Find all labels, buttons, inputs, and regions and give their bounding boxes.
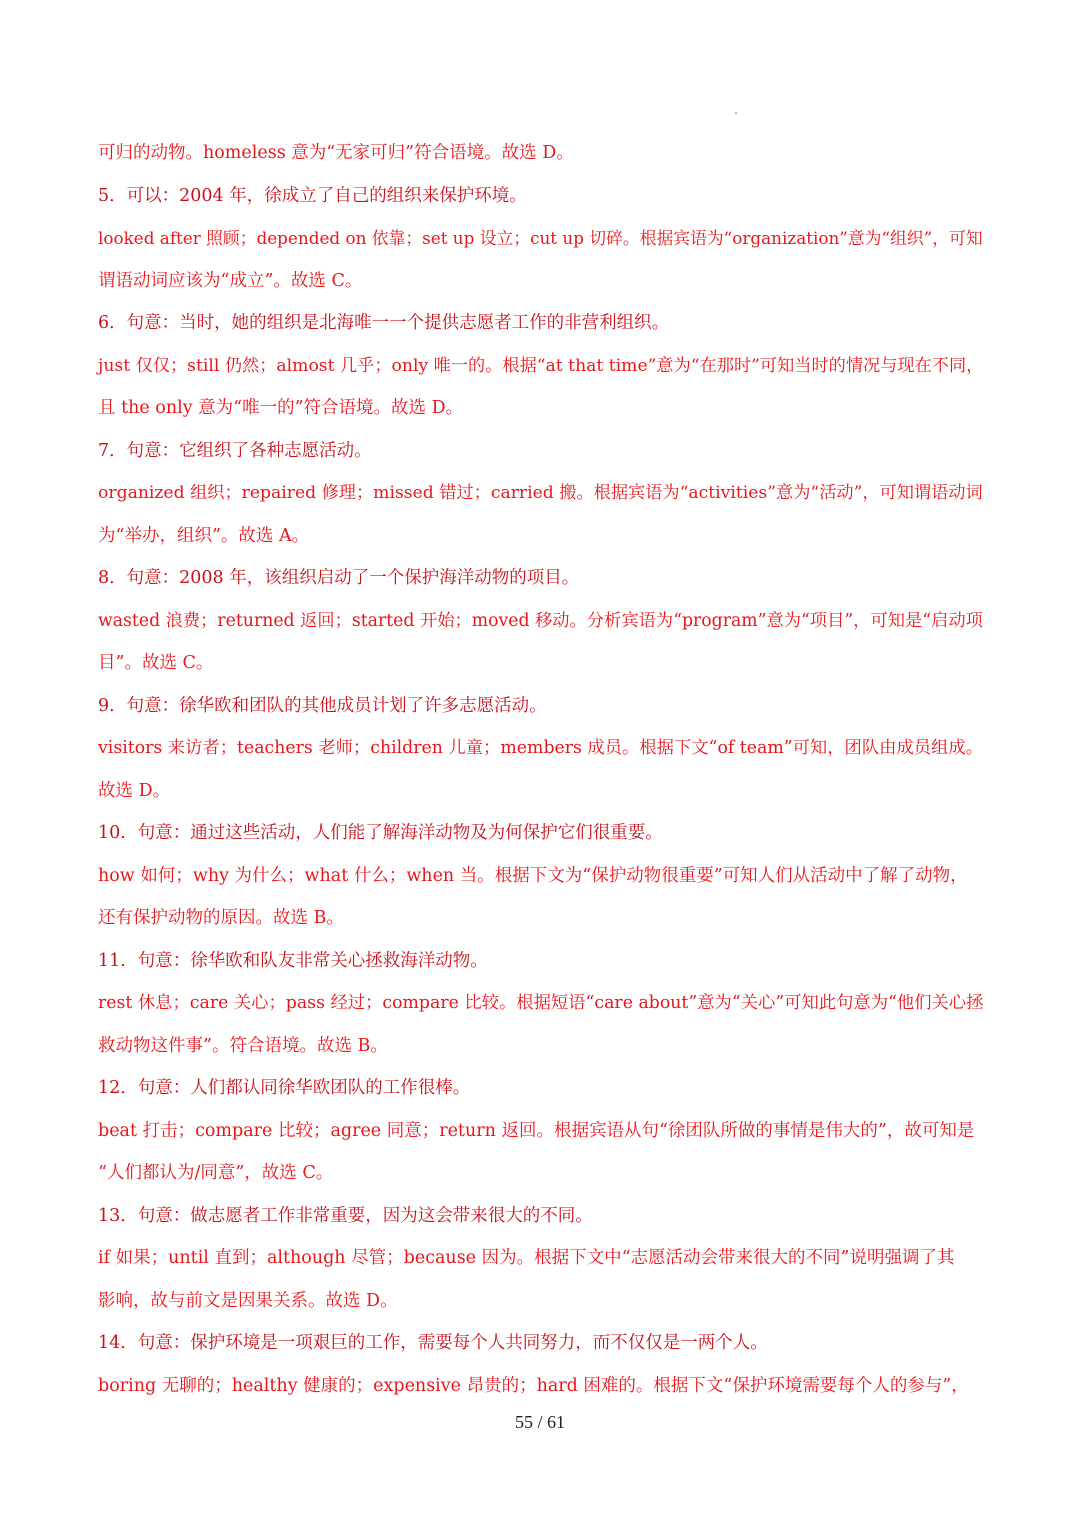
explanation-line: “人们都认为/同意”，故选 C。 bbox=[98, 1163, 334, 1183]
question-line: 5．可以：2004 年，徐成立了自己的组织来保护环境。 bbox=[98, 185, 527, 206]
explanation-line: 谓语动词应该为“成立”。故选 C。 bbox=[98, 270, 363, 291]
explanation-line: 救动物这件事”。符合语境。故选 B。 bbox=[98, 1035, 388, 1056]
explanation-line: 可归的动物。homeless 意为“无家可归”符合语境。故选 D。 bbox=[98, 143, 574, 163]
explanation-line: looked after 照顾；depended on 依靠；set up 设立；cut up 切碎。根据宾语为“organization”意为“组织”，可知 bbox=[98, 228, 983, 248]
explanation-line: just 仅仅；still 仍然；almost 几乎；only 唯一的。根据“at that time”意为“在那时”可知当时的情况与现在不同， bbox=[98, 355, 984, 376]
explanation-line: if 如果；until 直到；although 尽管；because 因为。根据下文中“志愿活动会带来很大的不同”说明强调了其 bbox=[98, 1248, 955, 1268]
page-body bbox=[98, 132, 984, 1407]
explanation-line: how 如何；why 为什么；what 什么；when 当。根据下文为“保护动物很重要”可知人们从活动中了解了动物， bbox=[98, 865, 968, 886]
explanation-line: 且 the only 意为“唯一的”符合语境。故选 D。 bbox=[98, 398, 464, 418]
explanation-line: 为“举办，组织”。故选 A。 bbox=[98, 525, 310, 546]
explanation-line: rest 休息；care 关心；pass 经过；compare 比较。根据短语“care about”意为“关心”可知此句意为“他们关心拯 bbox=[98, 993, 984, 1013]
question-line: 8．句意：2008 年，该组织启动了一个保护海洋动物的项目。 bbox=[98, 568, 580, 588]
explanation-line: 还有保护动物的原因。故选 B。 bbox=[98, 908, 344, 928]
explanation-line: 目”。故选 C。 bbox=[98, 653, 214, 673]
question-line: 14．句意：保护环境是一项艰巨的工作，需要每个人共同努力，而不仅仅是一两个人。 bbox=[98, 1333, 768, 1353]
question-line: 11．句意：徐华欧和队友非常关心拯救海洋动物。 bbox=[98, 950, 488, 971]
question-line: 9．句意：徐华欧和团队的其他成员计划了许多志愿活动。 bbox=[98, 695, 547, 716]
explanation-line: 故选 D。 bbox=[98, 780, 171, 801]
page-number: 55 / 61 bbox=[514, 1412, 565, 1432]
question-line: 7．句意：它组织了各种志愿活动。 bbox=[98, 440, 372, 461]
explanation-line: visitors 来访者；teachers 老师；children 儿童；members 成员。根据下文“of team”可知，团队由成员组成。 bbox=[98, 738, 984, 758]
explanation-line: beat 打击；compare 比较；agree 同意；return 返回。根据宾语从句“徐团队所做的事情是伟大的”，故可知是 bbox=[98, 1120, 975, 1141]
explanation-line: wasted 浪费；returned 返回；started 开始；moved 移动。分析宾语为“program”意为“项目”，可知是“启动项 bbox=[98, 610, 983, 631]
question-line: 12．句意：人们都认同徐华欧团队的工作很棒。 bbox=[98, 1078, 471, 1098]
explanation-line: boring 无聊的；healthy 健康的；expensive 昂贵的；hard 困难的。根据下文“保护环境需要每个人的参与”， bbox=[98, 1375, 969, 1396]
explanation-line: 影响，故与前文是因果关系。故选 D。 bbox=[98, 1290, 398, 1311]
scan-speck bbox=[735, 112, 737, 114]
question-line: 13．句意：做志愿者工作非常重要，因为这会带来很大的不同。 bbox=[98, 1205, 593, 1226]
explanation-line: organized 组织；repaired 修理；missed 错过；carried 搬。根据宾语为“activities”意为“活动”，可知谓语动词 bbox=[98, 483, 983, 503]
question-line: 6．句意：当时，她的组织是北海唯一一个提供志愿者工作的非营利组织。 bbox=[98, 313, 670, 333]
question-line: 10．句意：通过这些活动，人们能了解海洋动物及为何保护它们很重要。 bbox=[98, 823, 663, 843]
